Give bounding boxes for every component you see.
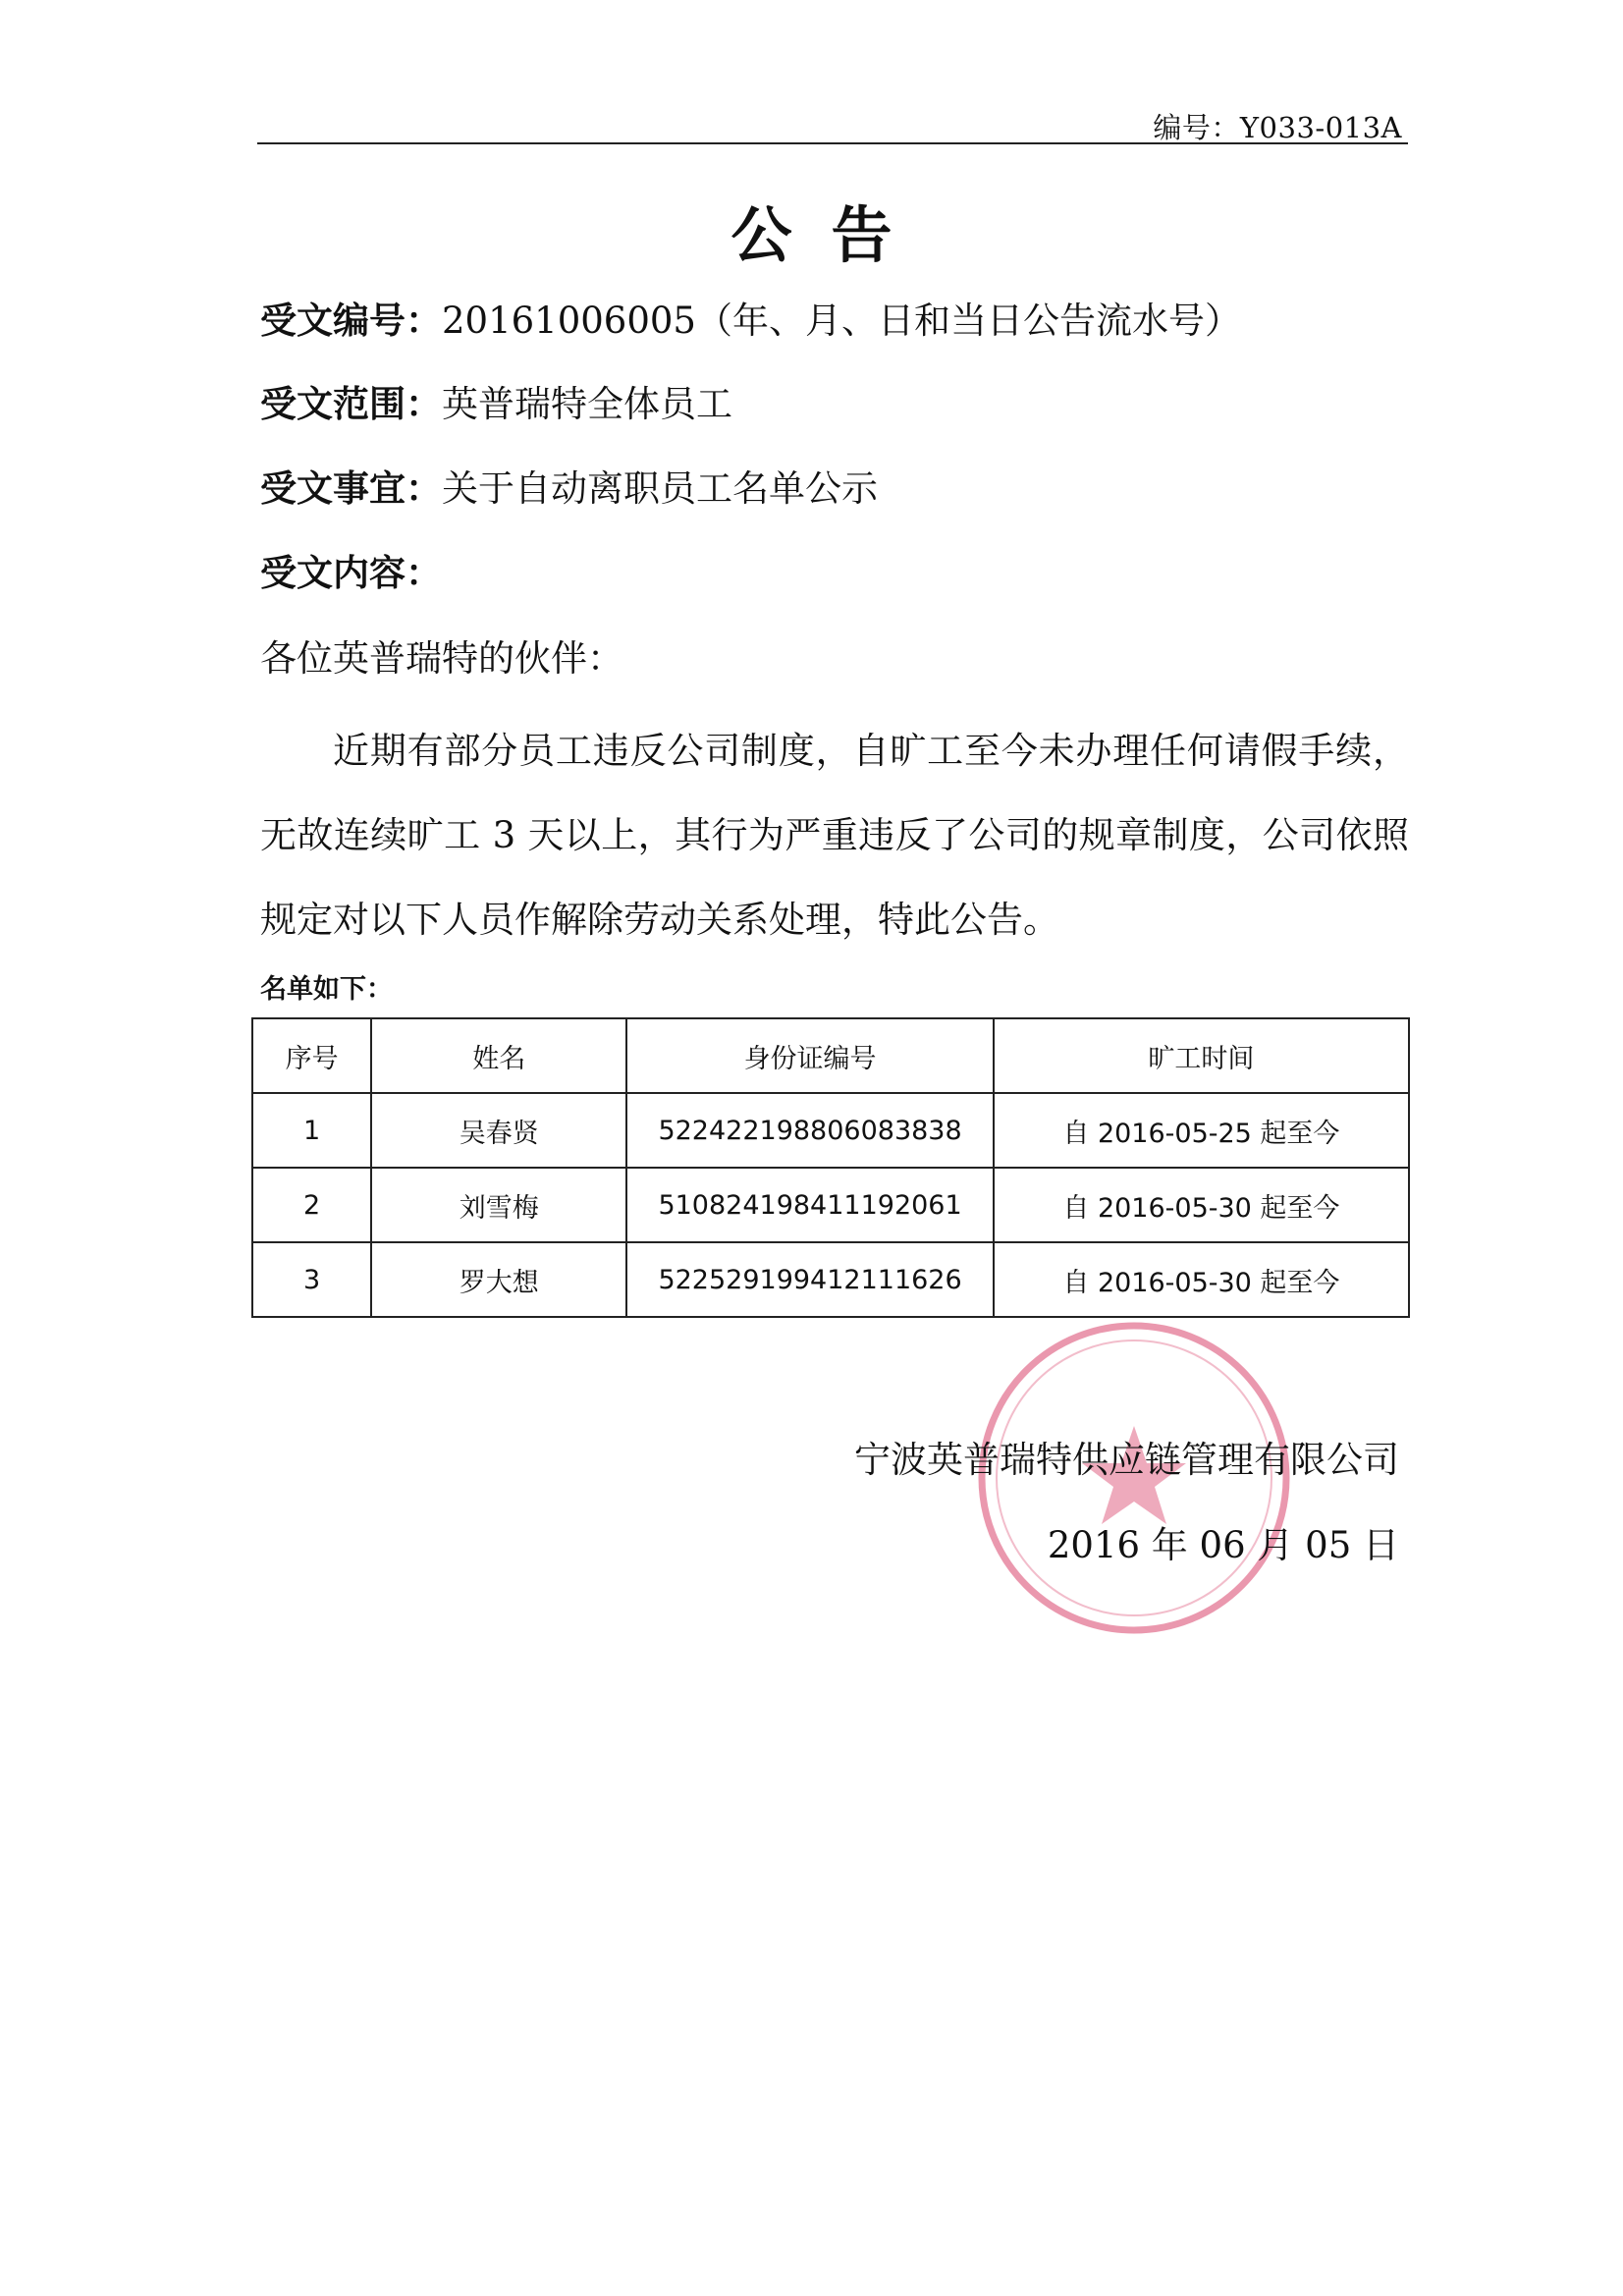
cell-id: 510824198411192061 — [626, 1168, 993, 1242]
document-number: 编号：Y033-013A — [1153, 111, 1402, 144]
field-value: 20161006005（年、月、日和当日公告流水号） — [442, 300, 1241, 342]
header-index: 序号 — [252, 1018, 371, 1093]
cell-absence: 自 2016-05-25 起至今 — [994, 1093, 1409, 1168]
cell-index: 3 — [252, 1242, 371, 1317]
field-scope — [260, 374, 732, 427]
list-label: 名单如下： — [260, 974, 393, 1005]
signature-date: 2016 年 06 月 05 日 — [1047, 1524, 1399, 1566]
header-absence: 旷工时间 — [994, 1018, 1409, 1093]
field-doc-number — [260, 291, 1241, 344]
signature-company: 宁波英普瑞特供应链管理有限公司 — [854, 1439, 1399, 1481]
table-row — [252, 1242, 1409, 1317]
field-value: 关于自动离职员工名单公示 — [442, 467, 878, 510]
body-paragraph: 近期有部分员工违反公司制度，自旷工至今未办理任何请假手续，无故连续旷工 3 天以上，其行为严重违反了公司的规章制度，公司依照规定对以下人员作解除劳动关系处理，特此公告。 — [260, 730, 1409, 941]
field-label: 受文编号： — [260, 300, 442, 342]
cell-index: 1 — [252, 1093, 371, 1168]
cell-name: 刘雪梅 — [371, 1168, 626, 1242]
page-title: 公告 — [730, 199, 932, 271]
cell-name: 吴春贤 — [371, 1093, 626, 1168]
roster-table — [251, 1017, 1410, 1318]
field-label: 受文内容： — [260, 552, 442, 594]
cell-absence: 自 2016-05-30 起至今 — [994, 1168, 1409, 1242]
table-row — [252, 1168, 1409, 1242]
header-rule — [257, 142, 1408, 144]
table-row — [252, 1093, 1409, 1168]
cell-id: 522529199412111626 — [626, 1242, 993, 1317]
field-content — [260, 543, 442, 596]
cell-name: 罗大想 — [371, 1242, 626, 1317]
header-id: 身份证编号 — [626, 1018, 993, 1093]
cell-absence: 自 2016-05-30 起至今 — [994, 1242, 1409, 1317]
cell-id: 522422198806083838 — [626, 1093, 993, 1168]
field-label: 受文事宜： — [260, 467, 442, 510]
table-header-row — [252, 1018, 1409, 1093]
cell-index: 2 — [252, 1168, 371, 1242]
header-name: 姓名 — [371, 1018, 626, 1093]
field-label: 受文范围： — [260, 383, 442, 425]
field-value: 英普瑞特全体员工 — [442, 383, 732, 425]
field-subject — [260, 459, 878, 512]
greeting: 各位英普瑞特的伙伴： — [260, 637, 623, 680]
